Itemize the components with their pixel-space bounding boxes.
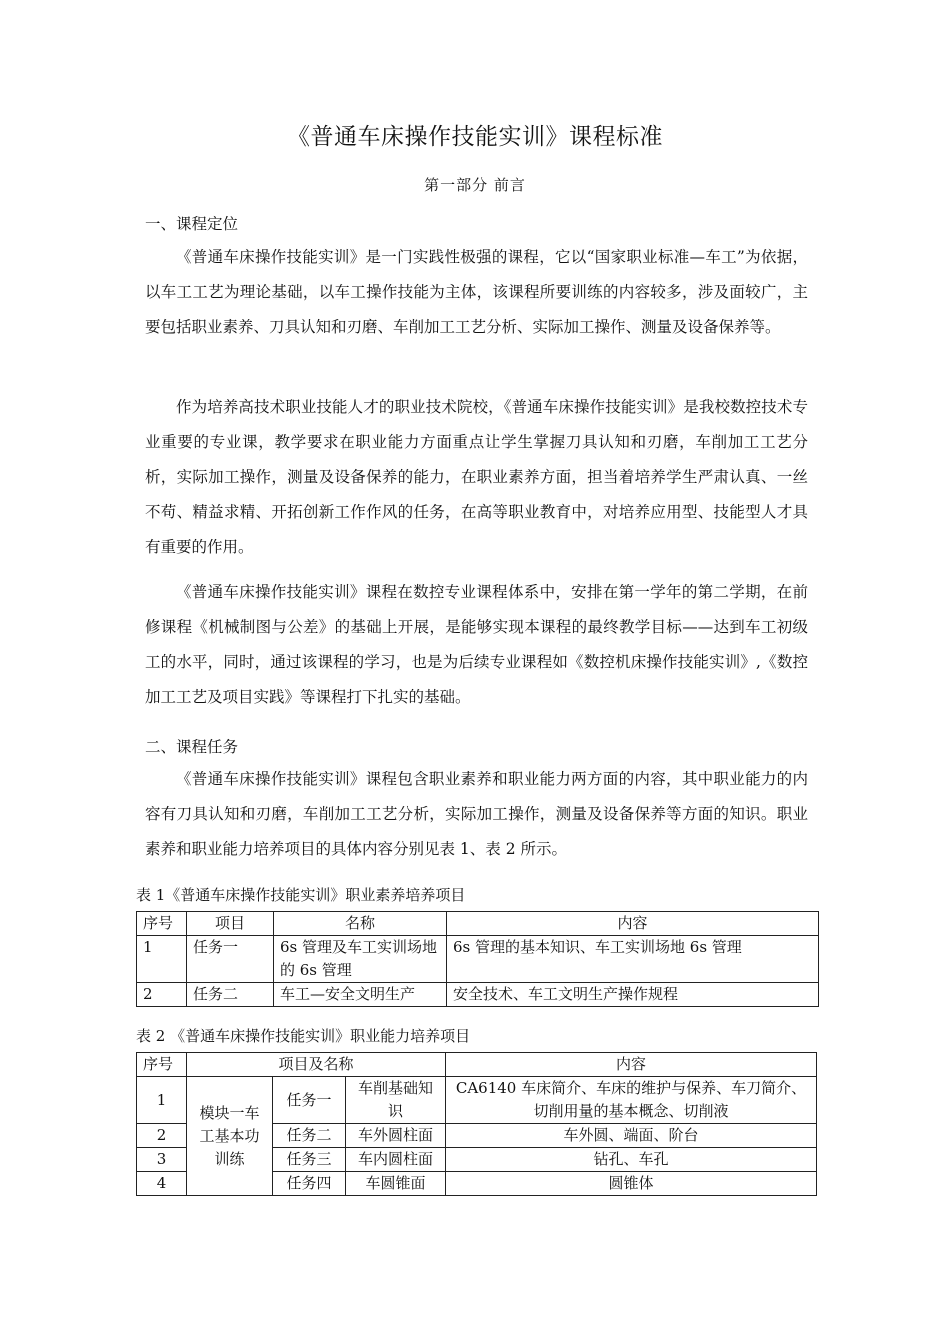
table-cell: 车外圆、端面、阶台 xyxy=(446,1124,817,1148)
table-header-row xyxy=(137,1053,817,1077)
table-cell: CA6140 车床简介、车床的维护与保养、车刀简介、切削用量的基本概念、切削液 xyxy=(446,1077,817,1124)
table-header-row xyxy=(137,912,819,936)
header-cell: 项目及名称 xyxy=(187,1053,446,1077)
paragraph-positioning-3: 《普通车床操作技能实训》课程在数控专业课程体系中，安排在第一学年的第二学期，在前修课程《机械制图与公差》的基础上开展，是能够实现本课程的最终教学目标——达到车工初级工的水平，同时，通过该课程的学习，也是为后续专业课程如《数控机床操作技能实训》,《数控加工工艺及项目实践》等课程打下扎实的基础。 xyxy=(145,583,808,706)
table-cell: 车内圆柱面 xyxy=(346,1148,446,1172)
table-cell: 安全技术、车工文明生产操作规程 xyxy=(447,983,819,1007)
table-cell: 任务一 xyxy=(187,936,274,983)
table-cell: 任务一 xyxy=(273,1077,346,1124)
part-subtitle: 第一部分 前言 xyxy=(424,176,526,194)
table-cell: 车工—安全文明生产 xyxy=(274,983,447,1007)
table2-caption: 表 2 《普通车床操作技能实训》职业能力培养项目 xyxy=(136,1027,471,1045)
table-professional-ability xyxy=(136,1052,817,1196)
header-cell: 内容 xyxy=(446,1053,817,1077)
document-title: 《普通车床操作技能实训》课程标准 xyxy=(287,124,663,150)
table-cell: 钻孔、车孔 xyxy=(446,1148,817,1172)
table-cell: 圆锥体 xyxy=(446,1172,817,1196)
table-cell: 任务二 xyxy=(187,983,274,1007)
header-cell: 序号 xyxy=(137,912,187,936)
section-heading-course-positioning: 一、课程定位 xyxy=(145,215,239,233)
table-professional-literacy xyxy=(136,911,819,1007)
table-cell: 2 xyxy=(137,1124,187,1148)
header-cell: 内容 xyxy=(447,912,819,936)
paragraph-positioning-1: 《普通车床操作技能实训》是一门实践性极强的课程，它以“国家职业标准—车工”为依据，以车工工艺为理论基础，以车工操作技能为主体，该课程所要训练的内容较多，涉及面较广，主要包括职业素养、刀具认知和刃磨、车削加工工艺分析、实际加工操作、测量及设备保养等。 xyxy=(145,248,808,336)
table-cell: 任务四 xyxy=(273,1172,346,1196)
table1-caption: 表 1《普通车床操作技能实训》职业素养培养项目 xyxy=(136,886,466,904)
table-cell: 车外圆柱面 xyxy=(346,1124,446,1148)
table-cell: 任务二 xyxy=(273,1124,346,1148)
table-cell: 任务三 xyxy=(273,1148,346,1172)
table-cell: 2 xyxy=(137,983,187,1007)
header-cell: 名称 xyxy=(274,912,447,936)
header-cell: 项目 xyxy=(187,912,274,936)
module-cell: 模块一车工基本功训练 xyxy=(187,1077,273,1196)
table-row xyxy=(137,936,819,983)
table-cell: 1 xyxy=(137,1077,187,1124)
table-cell: 1 xyxy=(137,936,187,983)
table-cell: 车圆锥面 xyxy=(346,1172,446,1196)
paragraph-positioning-2: 作为培养高技术职业技能人才的职业技术院校，《普通车床操作技能实训》是我校数控技术专业重要的专业课，教学要求在职业能力方面重点让学生掌握刀具认知和刃磨，车削加工工艺分析，实际加工操作，测量及设备保养的能力，在职业素养方面，担当着培养学生严肃认真、一丝不苟、精益求精、开拓创新工作作风的任务，在高等职业教育中，对培养应用型、技能型人才具有重要的作用。 xyxy=(145,398,808,556)
paragraph-tasks: 《普通车床操作技能实训》课程包含职业素养和职业能力两方面的内容，其中职业能力的内容有刀具认知和刃磨，车削加工工艺分析，实际加工操作，测量及设备保养等方面的知识。职业素养和职业能力培养项目的具体内容分别见表 1、表 2 所示。 xyxy=(145,770,808,858)
table-cell: 3 xyxy=(137,1148,187,1172)
table-cell: 4 xyxy=(137,1172,187,1196)
table-row xyxy=(137,1077,817,1124)
table-row xyxy=(137,983,819,1007)
table-cell: 车削基础知识 xyxy=(346,1077,446,1124)
header-cell: 序号 xyxy=(137,1053,187,1077)
table-cell: 6s 管理及车工实训场地的 6s 管理 xyxy=(274,936,447,983)
table-cell: 6s 管理的基本知识、车工实训场地 6s 管理 xyxy=(447,936,819,983)
section-heading-course-tasks: 二、课程任务 xyxy=(145,738,239,756)
